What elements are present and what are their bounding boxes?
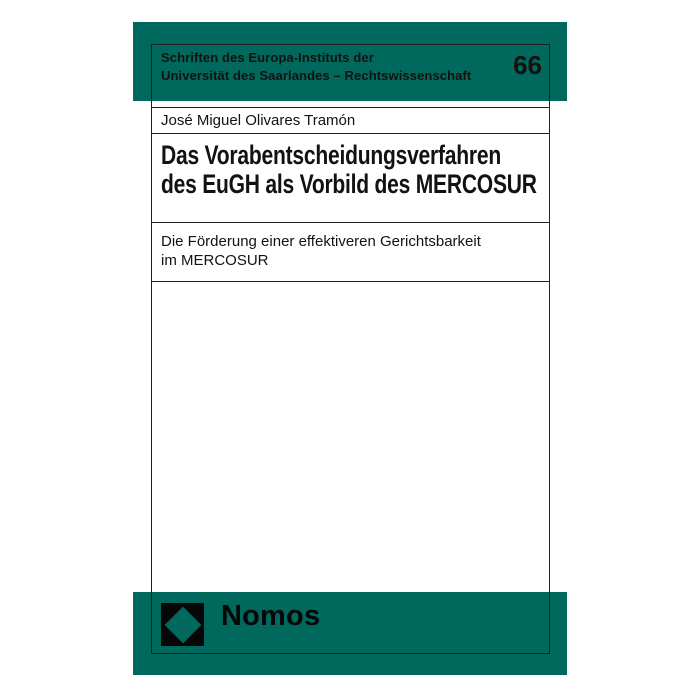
series-volume-number: 66: [513, 50, 542, 80]
series-header-section: [152, 45, 549, 108]
book-title-line1: Das Vorabentscheidungsverfahren: [161, 140, 501, 170]
series-title-line2: Universität des Saarlandes – Rechtswissenschaft: [161, 68, 472, 83]
series-title: [152, 45, 549, 85]
publisher-name: Nomos: [221, 600, 321, 632]
subtitle-line2: im MERCOSUR: [161, 252, 269, 269]
series-title-line1: Schriften des Europa-Instituts der: [161, 50, 374, 65]
nomos-logo: [161, 603, 204, 646]
title-section: [152, 134, 549, 223]
cover-frame: [151, 44, 550, 654]
publisher-block: [161, 600, 321, 646]
author-section: [152, 108, 549, 134]
subtitle-line1: Die Förderung einer effektiveren Gerichtsbarkeit: [161, 233, 481, 250]
subtitle-section: [152, 223, 549, 282]
book-title-line2: des EuGH als Vorbild des MERCOSUR: [161, 169, 537, 199]
nomos-diamond-icon: [164, 606, 201, 643]
author-name: José Miguel Olivares Tramón: [161, 112, 356, 129]
